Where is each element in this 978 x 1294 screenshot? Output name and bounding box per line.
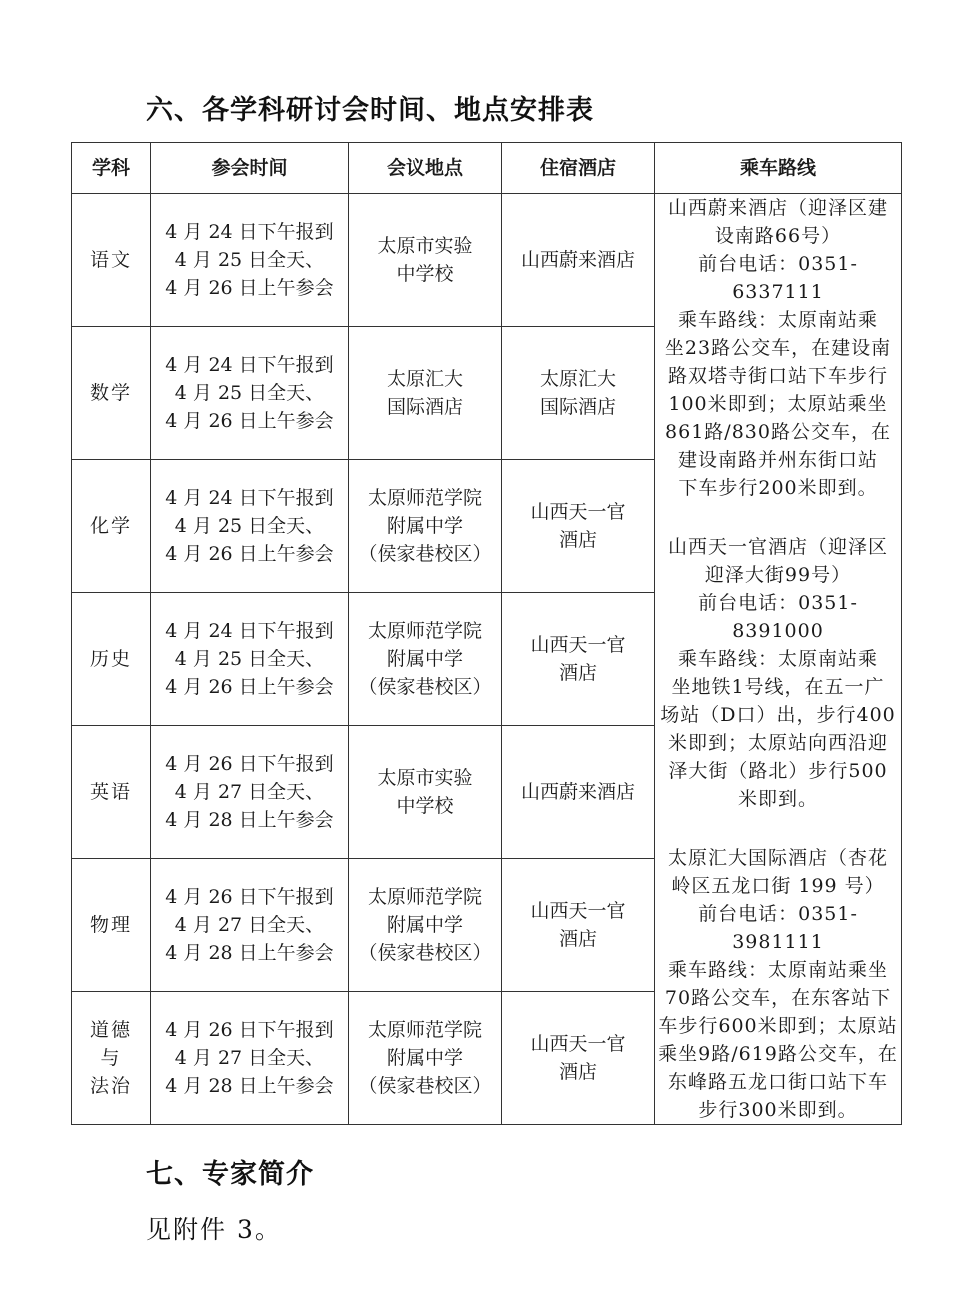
venue-cell-line: （侯家巷校区）: [358, 942, 492, 964]
time-cell-line: 4 月 25 日全天、: [174, 515, 325, 537]
route-line: 861路/830路公交车，在: [665, 421, 891, 443]
schedule-table: [71, 142, 902, 1125]
time-cell-line: 4 月 24 日下午报到: [165, 487, 334, 509]
venue-cell-line: 太原师范学院: [367, 1019, 482, 1041]
hotel-cell-line: 山西天一官: [530, 501, 626, 523]
route-line: 前台电话：0351-6337111: [698, 253, 858, 303]
venue-cell-line: 太原市实验: [377, 235, 473, 257]
route-line: 乘车路线：太原南站乘: [677, 309, 878, 331]
time-cell-line: 4 月 24 日下午报到: [165, 354, 334, 376]
route-block: [655, 194, 901, 502]
subject-cell-line: 法治: [89, 1075, 132, 1097]
hotel-cell-line: 山西天一官: [530, 900, 626, 922]
time-cell-line: 4 月 26 日上午参会: [165, 410, 334, 432]
subject-cell: [72, 460, 151, 593]
route-line: 建设南路并州东街口站: [677, 449, 878, 471]
hotel-cell-line: 太原汇大: [539, 368, 616, 390]
venue-cell-line: 国际酒店: [386, 396, 463, 418]
route-line: 坐23路公交车，在建设南: [664, 337, 892, 359]
time-cell: [151, 992, 349, 1125]
venue-cell-line: （侯家巷校区）: [358, 676, 492, 698]
section-6-title: 六、各学科研讨会时间、地点安排表: [146, 95, 594, 126]
route-line: 米即到。: [737, 788, 818, 810]
venue-cell-line: 太原汇大: [386, 368, 463, 390]
subject-cell-line: 历史: [89, 648, 132, 670]
route-line: 坐地铁1号线，在五一广: [671, 676, 885, 698]
time-cell: [151, 726, 349, 859]
header-hotel: 住宿酒店: [502, 143, 655, 194]
time-cell-line: 4 月 26 日下午报到: [165, 753, 334, 775]
header-subject: 学科: [72, 143, 151, 194]
subject-cell-line: 道德: [89, 1019, 132, 1041]
time-cell-line: 4 月 25 日全天、: [174, 382, 325, 404]
route-line: 米即到；太原站向西沿迎: [667, 732, 888, 754]
route-line: 东峰路五龙口街口站下车: [667, 1071, 888, 1093]
route-line: 场站（D口）出，步行400: [660, 704, 896, 726]
venue-cell: [349, 992, 502, 1125]
time-cell-line: 4 月 26 日上午参会: [165, 543, 334, 565]
route-line: 下车步行200米即到。: [678, 477, 878, 499]
time-cell-line: 4 月 25 日全天、: [174, 648, 325, 670]
subject-cell: [72, 593, 151, 726]
time-cell-line: 4 月 24 日下午报到: [165, 620, 334, 642]
route-line: 岭区五龙口街 199 号）: [671, 875, 885, 897]
venue-cell-line: 太原师范学院: [367, 886, 482, 908]
venue-cell-line: （侯家巷校区）: [358, 543, 492, 565]
subject-cell-line: 英语: [89, 781, 132, 803]
route-line: 步行300米即到。: [698, 1099, 858, 1121]
time-cell: [151, 460, 349, 593]
hotel-cell: [502, 327, 655, 460]
hotel-cell-line: 酒店: [558, 928, 597, 950]
time-cell-line: 4 月 27 日全天、: [174, 1047, 325, 1069]
hotel-cell: [502, 194, 655, 327]
time-cell-line: 4 月 26 日下午报到: [165, 886, 334, 908]
route-line: 太原汇大国际酒店（杏花: [667, 847, 888, 869]
venue-cell: [349, 460, 502, 593]
venue-cell-line: 附属中学: [386, 515, 463, 537]
route-line: 山西天一官酒店（迎泽区: [667, 536, 888, 558]
hotel-cell-line: 山西蔚来酒店: [520, 249, 635, 271]
route-block: [655, 844, 901, 1124]
time-cell-line: 4 月 24 日下午报到: [165, 221, 334, 243]
route-line: 乘车路线：太原南站乘坐: [667, 959, 888, 981]
route-line: 迎泽大街99号）: [704, 564, 852, 586]
venue-cell-line: 附属中学: [386, 914, 463, 936]
time-cell-line: 4 月 26 日下午报到: [165, 1019, 334, 1041]
venue-cell: [349, 726, 502, 859]
time-cell: [151, 593, 349, 726]
hotel-cell-line: 酒店: [558, 529, 597, 551]
hotel-cell-line: 山西蔚来酒店: [520, 781, 635, 803]
hotel-cell: [502, 726, 655, 859]
hotel-cell-line: 酒店: [558, 662, 597, 684]
time-cell: [151, 327, 349, 460]
hotel-cell-line: 国际酒店: [539, 396, 616, 418]
time-cell: [151, 859, 349, 992]
route-line: 70路公交车，在东客站下: [664, 987, 892, 1009]
hotel-cell: [502, 992, 655, 1125]
table-header-row: [72, 143, 902, 194]
route-line: 乘坐9路/619路公交车，在: [658, 1043, 898, 1065]
subject-cell: [72, 859, 151, 992]
time-cell: [151, 194, 349, 327]
hotel-cell-line: 酒店: [558, 1061, 597, 1083]
venue-cell-line: 太原市实验: [377, 767, 473, 789]
subject-cell: [72, 194, 151, 327]
venue-cell-line: 太原师范学院: [367, 620, 482, 642]
hotel-cell: [502, 460, 655, 593]
time-cell-line: 4 月 28 日上午参会: [165, 809, 334, 831]
table-row: [72, 194, 902, 327]
route-cell: [655, 194, 902, 1125]
venue-cell-line: 太原师范学院: [367, 487, 482, 509]
time-cell-line: 4 月 26 日上午参会: [165, 676, 334, 698]
hotel-cell-line: 山西天一官: [530, 634, 626, 656]
time-cell-line: 4 月 27 日全天、: [174, 781, 325, 803]
route-block: [655, 533, 901, 813]
header-venue: 会议地点: [349, 143, 502, 194]
venue-cell: [349, 194, 502, 327]
subject-cell-line: 语文: [89, 249, 132, 271]
section-7-body: 见附件 3。: [146, 1215, 282, 1244]
venue-cell-line: 中学校: [396, 795, 454, 817]
hotel-cell: [502, 859, 655, 992]
venue-cell: [349, 859, 502, 992]
route-line: 山西蔚来酒店（迎泽区建: [667, 197, 888, 219]
route-line: 设南路66号）: [714, 225, 842, 247]
venue-cell: [349, 327, 502, 460]
subject-cell: [72, 992, 151, 1125]
route-line: 路双塔寺街口站下车步行: [667, 365, 888, 387]
subject-cell-line: 数学: [89, 382, 132, 404]
venue-cell-line: （侯家巷校区）: [358, 1075, 492, 1097]
subject-cell: [72, 726, 151, 859]
route-line: 泽大街（路北）步行500: [668, 760, 888, 782]
subject-cell: [72, 327, 151, 460]
route-line: 前台电话：0351-8391000: [698, 592, 858, 642]
route-line: 前台电话：0351-3981111: [698, 903, 858, 953]
venue-cell: [349, 593, 502, 726]
venue-cell-line: 中学校: [396, 263, 454, 285]
route-line: 车步行600米即到；太原站: [658, 1015, 898, 1037]
section-7-title: 七、专家简介: [146, 1159, 314, 1190]
subject-cell-line: 化学: [89, 515, 132, 537]
subject-cell-line: 与: [100, 1047, 122, 1069]
header-time: 参会时间: [151, 143, 349, 194]
hotel-cell-line: 山西天一官: [530, 1033, 626, 1055]
subject-cell-line: 物理: [89, 914, 132, 936]
time-cell-line: 4 月 27 日全天、: [174, 914, 325, 936]
venue-cell-line: 附属中学: [386, 648, 463, 670]
time-cell-line: 4 月 28 日上午参会: [165, 942, 334, 964]
time-cell-line: 4 月 25 日全天、: [174, 249, 325, 271]
time-cell-line: 4 月 28 日上午参会: [165, 1075, 334, 1097]
route-line: 乘车路线：太原南站乘: [677, 648, 878, 670]
header-route: 乘车路线: [655, 143, 902, 194]
route-line: 100米即到；太原站乘坐: [668, 393, 888, 415]
hotel-cell: [502, 593, 655, 726]
time-cell-line: 4 月 26 日上午参会: [165, 277, 334, 299]
venue-cell-line: 附属中学: [386, 1047, 463, 1069]
